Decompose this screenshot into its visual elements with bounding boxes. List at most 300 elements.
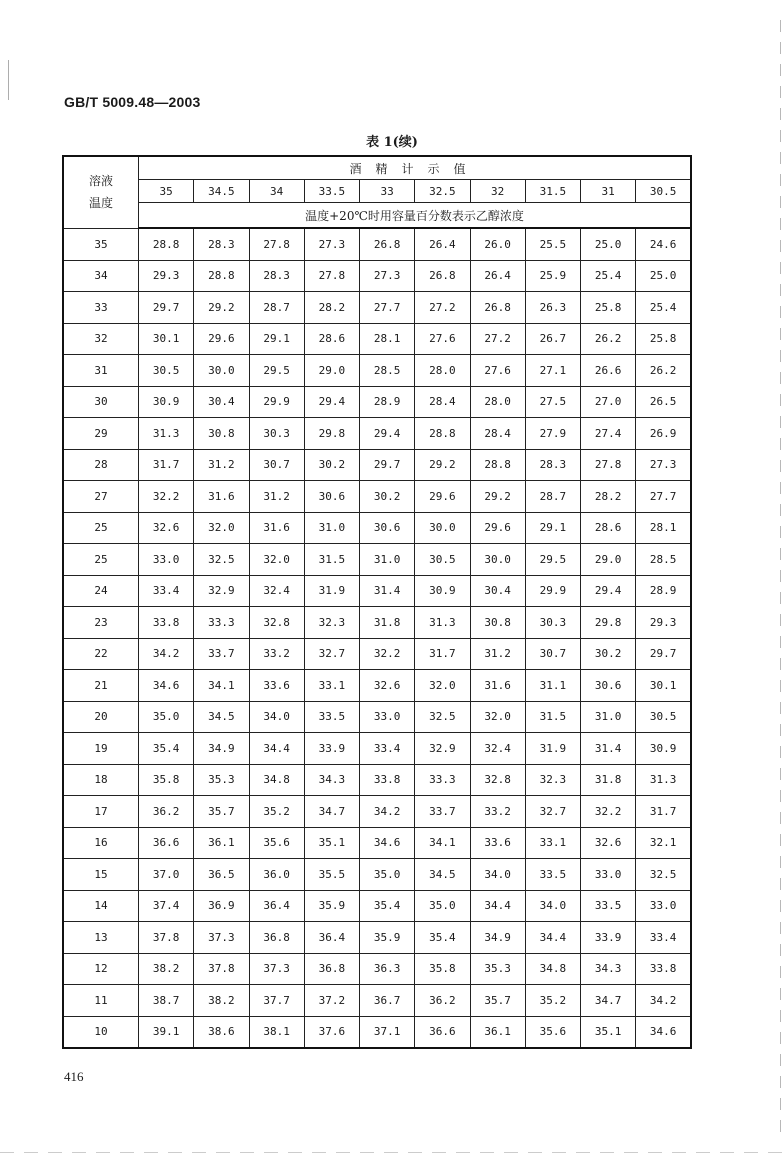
value-cell: 35.3 xyxy=(470,953,525,985)
value-cell: 24.6 xyxy=(636,228,691,260)
value-cell: 32.6 xyxy=(139,512,194,544)
value-cell: 30.2 xyxy=(360,481,415,513)
value-cell: 38.7 xyxy=(139,985,194,1017)
value-cell: 37.8 xyxy=(194,953,249,985)
value-cell: 34.4 xyxy=(525,922,580,954)
value-cell: 26.9 xyxy=(636,418,691,450)
value-cell: 32.3 xyxy=(304,607,359,639)
temperature-cell: 10 xyxy=(63,1016,139,1048)
table-row xyxy=(63,827,691,859)
table-row xyxy=(63,733,691,765)
table-row xyxy=(63,512,691,544)
value-cell: 31.5 xyxy=(525,701,580,733)
value-cell: 26.8 xyxy=(360,228,415,260)
table-row xyxy=(63,544,691,576)
value-cell: 25.4 xyxy=(581,260,636,292)
column-header: 30.5 xyxy=(636,180,691,203)
value-cell: 31.7 xyxy=(139,449,194,481)
temperature-cell: 27 xyxy=(63,481,139,513)
value-cell: 27.0 xyxy=(581,386,636,418)
value-cell: 30.1 xyxy=(636,670,691,702)
value-cell: 36.6 xyxy=(415,1016,470,1048)
value-cell: 27.8 xyxy=(581,449,636,481)
value-cell: 32.8 xyxy=(470,764,525,796)
alcohol-conversion-table xyxy=(62,155,692,1049)
table-row xyxy=(63,449,691,481)
temperature-cell: 35 xyxy=(63,228,139,260)
header-solution-temperature-label: 溶液 温度 xyxy=(88,174,113,211)
value-cell: 37.4 xyxy=(139,890,194,922)
value-cell: 26.8 xyxy=(470,292,525,324)
value-cell: 35.4 xyxy=(139,733,194,765)
value-cell: 35.2 xyxy=(525,985,580,1017)
value-cell: 27.6 xyxy=(470,355,525,387)
temperature-cell: 13 xyxy=(63,922,139,954)
value-cell: 39.1 xyxy=(139,1016,194,1048)
value-cell: 26.2 xyxy=(636,355,691,387)
value-cell: 26.7 xyxy=(525,323,580,355)
column-header: 34 xyxy=(249,180,304,203)
value-cell: 34.2 xyxy=(360,796,415,828)
value-cell: 36.2 xyxy=(415,985,470,1017)
value-cell: 30.8 xyxy=(470,607,525,639)
table-row xyxy=(63,764,691,796)
value-cell: 34.0 xyxy=(525,890,580,922)
value-cell: 26.4 xyxy=(415,228,470,260)
value-cell: 35.2 xyxy=(249,796,304,828)
value-cell: 33.2 xyxy=(470,796,525,828)
value-cell: 34.6 xyxy=(139,670,194,702)
table-row xyxy=(63,670,691,702)
value-cell: 27.1 xyxy=(525,355,580,387)
value-cell: 36.0 xyxy=(249,859,304,891)
value-cell: 32.2 xyxy=(139,481,194,513)
value-cell: 28.9 xyxy=(360,386,415,418)
table-row xyxy=(63,638,691,670)
value-cell: 27.3 xyxy=(304,228,359,260)
value-cell: 33.6 xyxy=(470,827,525,859)
value-cell: 30.6 xyxy=(581,670,636,702)
header-solution-temperature xyxy=(63,156,139,228)
value-cell: 29.6 xyxy=(194,323,249,355)
value-cell: 32.0 xyxy=(470,701,525,733)
table-row xyxy=(63,607,691,639)
value-cell: 34.7 xyxy=(304,796,359,828)
scan-bottom-edge xyxy=(0,1152,784,1153)
column-header: 33.5 xyxy=(304,180,359,203)
value-cell: 32.9 xyxy=(194,575,249,607)
value-cell: 36.6 xyxy=(139,827,194,859)
temperature-cell: 18 xyxy=(63,764,139,796)
value-cell: 35.0 xyxy=(139,701,194,733)
temperature-cell: 11 xyxy=(63,985,139,1017)
temperature-cell: 19 xyxy=(63,733,139,765)
temperature-cell: 17 xyxy=(63,796,139,828)
value-cell: 29.1 xyxy=(249,323,304,355)
value-cell: 33.2 xyxy=(249,638,304,670)
temperature-cell: 22 xyxy=(63,638,139,670)
value-cell: 28.8 xyxy=(194,260,249,292)
value-cell: 36.8 xyxy=(304,953,359,985)
value-cell: 37.2 xyxy=(304,985,359,1017)
table-row xyxy=(63,228,691,260)
value-cell: 29.8 xyxy=(581,607,636,639)
value-cell: 33.5 xyxy=(581,890,636,922)
table-row xyxy=(63,355,691,387)
value-cell: 34.2 xyxy=(139,638,194,670)
value-cell: 29.2 xyxy=(415,449,470,481)
value-cell: 37.1 xyxy=(360,1016,415,1048)
value-cell: 37.0 xyxy=(139,859,194,891)
temperature-cell: 29 xyxy=(63,418,139,450)
value-cell: 34.8 xyxy=(249,764,304,796)
value-cell: 29.2 xyxy=(470,481,525,513)
temperature-cell: 34 xyxy=(63,260,139,292)
value-cell: 29.4 xyxy=(581,575,636,607)
table-row xyxy=(63,796,691,828)
value-cell: 25.9 xyxy=(525,260,580,292)
header-row-group xyxy=(63,156,691,180)
value-cell: 29.7 xyxy=(139,292,194,324)
value-cell: 33.6 xyxy=(249,670,304,702)
value-cell: 26.5 xyxy=(636,386,691,418)
temperature-cell: 28 xyxy=(63,449,139,481)
table-row xyxy=(63,985,691,1017)
document-code: GB/T 5009.48—2003 xyxy=(64,94,201,110)
value-cell: 34.0 xyxy=(249,701,304,733)
value-cell: 31.4 xyxy=(581,733,636,765)
value-cell: 35.1 xyxy=(581,1016,636,1048)
value-cell: 32.0 xyxy=(415,670,470,702)
value-cell: 28.2 xyxy=(581,481,636,513)
value-cell: 27.9 xyxy=(525,418,580,450)
value-cell: 32.4 xyxy=(249,575,304,607)
value-cell: 34.9 xyxy=(194,733,249,765)
value-cell: 32.5 xyxy=(194,544,249,576)
value-cell: 28.4 xyxy=(415,386,470,418)
value-cell: 34.1 xyxy=(415,827,470,859)
column-header: 32 xyxy=(470,180,525,203)
table-row xyxy=(63,953,691,985)
value-cell: 28.8 xyxy=(415,418,470,450)
value-cell: 32.9 xyxy=(415,733,470,765)
value-cell: 31.8 xyxy=(581,764,636,796)
table-row xyxy=(63,418,691,450)
value-cell: 33.0 xyxy=(360,701,415,733)
value-cell: 37.3 xyxy=(249,953,304,985)
temperature-cell: 20 xyxy=(63,701,139,733)
value-cell: 32.8 xyxy=(249,607,304,639)
value-cell: 32.1 xyxy=(636,827,691,859)
value-cell: 28.8 xyxy=(139,228,194,260)
value-cell: 27.4 xyxy=(581,418,636,450)
value-cell: 29.9 xyxy=(525,575,580,607)
value-cell: 35.1 xyxy=(304,827,359,859)
value-cell: 28.4 xyxy=(470,418,525,450)
column-header: 35 xyxy=(139,180,194,203)
value-cell: 27.3 xyxy=(360,260,415,292)
value-cell: 34.4 xyxy=(470,890,525,922)
scan-right-edge xyxy=(780,20,781,1140)
value-cell: 38.1 xyxy=(249,1016,304,1048)
value-cell: 29.7 xyxy=(636,638,691,670)
value-cell: 31.2 xyxy=(194,449,249,481)
value-cell: 35.5 xyxy=(304,859,359,891)
column-header: 31 xyxy=(581,180,636,203)
value-cell: 29.6 xyxy=(415,481,470,513)
value-cell: 36.8 xyxy=(249,922,304,954)
value-cell: 27.2 xyxy=(415,292,470,324)
value-cell: 27.2 xyxy=(470,323,525,355)
value-cell: 26.2 xyxy=(581,323,636,355)
value-cell: 28.0 xyxy=(415,355,470,387)
value-cell: 31.1 xyxy=(525,670,580,702)
value-cell: 34.7 xyxy=(581,985,636,1017)
header-hydrometer-reading: 酒精计示值 xyxy=(139,156,692,180)
value-cell: 25.0 xyxy=(636,260,691,292)
value-cell: 29.1 xyxy=(525,512,580,544)
value-cell: 32.5 xyxy=(636,859,691,891)
value-cell: 28.8 xyxy=(470,449,525,481)
value-cell: 29.6 xyxy=(470,512,525,544)
value-cell: 33.8 xyxy=(139,607,194,639)
value-cell: 36.7 xyxy=(360,985,415,1017)
value-cell: 34.5 xyxy=(415,859,470,891)
value-cell: 34.6 xyxy=(360,827,415,859)
value-cell: 35.8 xyxy=(415,953,470,985)
header-row-description xyxy=(63,203,691,229)
value-cell: 32.2 xyxy=(581,796,636,828)
column-header: 33 xyxy=(360,180,415,203)
value-cell: 31.8 xyxy=(360,607,415,639)
value-cell: 34.3 xyxy=(304,764,359,796)
value-cell: 33.4 xyxy=(360,733,415,765)
value-cell: 28.5 xyxy=(360,355,415,387)
value-cell: 34.2 xyxy=(636,985,691,1017)
value-cell: 25.8 xyxy=(636,323,691,355)
table-row xyxy=(63,292,691,324)
value-cell: 33.1 xyxy=(525,827,580,859)
value-cell: 31.7 xyxy=(415,638,470,670)
value-cell: 33.0 xyxy=(636,890,691,922)
value-cell: 27.8 xyxy=(304,260,359,292)
value-cell: 31.0 xyxy=(304,512,359,544)
value-cell: 38.2 xyxy=(194,985,249,1017)
value-cell: 34.6 xyxy=(636,1016,691,1048)
value-cell: 30.5 xyxy=(139,355,194,387)
value-cell: 31.3 xyxy=(139,418,194,450)
value-cell: 30.4 xyxy=(470,575,525,607)
value-cell: 33.4 xyxy=(139,575,194,607)
value-cell: 32.0 xyxy=(249,544,304,576)
value-cell: 27.3 xyxy=(636,449,691,481)
value-cell: 32.4 xyxy=(470,733,525,765)
value-cell: 30.5 xyxy=(636,701,691,733)
temperature-cell: 14 xyxy=(63,890,139,922)
value-cell: 29.0 xyxy=(304,355,359,387)
value-cell: 36.4 xyxy=(304,922,359,954)
value-cell: 31.5 xyxy=(304,544,359,576)
value-cell: 28.0 xyxy=(470,386,525,418)
value-cell: 31.2 xyxy=(470,638,525,670)
value-cell: 35.9 xyxy=(304,890,359,922)
table-body xyxy=(63,228,691,1048)
value-cell: 29.7 xyxy=(360,449,415,481)
value-cell: 28.5 xyxy=(636,544,691,576)
value-cell: 37.7 xyxy=(249,985,304,1017)
value-cell: 30.3 xyxy=(249,418,304,450)
table-row xyxy=(63,481,691,513)
value-cell: 27.7 xyxy=(360,292,415,324)
value-cell: 29.4 xyxy=(304,386,359,418)
column-header: 32.5 xyxy=(415,180,470,203)
value-cell: 28.2 xyxy=(304,292,359,324)
value-cell: 33.3 xyxy=(194,607,249,639)
value-cell: 32.6 xyxy=(360,670,415,702)
header-row-columns xyxy=(63,180,691,203)
value-cell: 31.3 xyxy=(636,764,691,796)
value-cell: 35.7 xyxy=(470,985,525,1017)
value-cell: 34.1 xyxy=(194,670,249,702)
value-cell: 29.8 xyxy=(304,418,359,450)
value-cell: 28.1 xyxy=(636,512,691,544)
page-number: 416 xyxy=(64,1069,84,1084)
table-row xyxy=(63,859,691,891)
table-row xyxy=(63,701,691,733)
temperature-cell: 25 xyxy=(63,544,139,576)
table-row xyxy=(63,1016,691,1048)
value-cell: 28.6 xyxy=(304,323,359,355)
temperature-cell: 12 xyxy=(63,953,139,985)
value-cell: 33.9 xyxy=(304,733,359,765)
value-cell: 25.4 xyxy=(636,292,691,324)
value-cell: 28.3 xyxy=(194,228,249,260)
value-cell: 25.0 xyxy=(581,228,636,260)
value-cell: 28.3 xyxy=(249,260,304,292)
temperature-cell: 15 xyxy=(63,859,139,891)
temperature-cell: 32 xyxy=(63,323,139,355)
value-cell: 31.6 xyxy=(470,670,525,702)
value-cell: 29.5 xyxy=(249,355,304,387)
value-cell: 30.6 xyxy=(304,481,359,513)
scan-left-mark xyxy=(8,60,9,100)
value-cell: 30.7 xyxy=(525,638,580,670)
table-caption: 表 1(续) xyxy=(366,135,418,150)
value-cell: 33.0 xyxy=(139,544,194,576)
temperature-cell: 24 xyxy=(63,575,139,607)
value-cell: 30.5 xyxy=(415,544,470,576)
value-cell: 26.0 xyxy=(470,228,525,260)
column-header: 31.5 xyxy=(525,180,580,203)
value-cell: 33.7 xyxy=(194,638,249,670)
value-cell: 36.4 xyxy=(249,890,304,922)
value-cell: 35.0 xyxy=(415,890,470,922)
temperature-cell: 16 xyxy=(63,827,139,859)
value-cell: 30.4 xyxy=(194,386,249,418)
value-cell: 29.3 xyxy=(139,260,194,292)
value-cell: 32.0 xyxy=(194,512,249,544)
value-cell: 28.9 xyxy=(636,575,691,607)
temperature-cell: 21 xyxy=(63,670,139,702)
value-cell: 31.0 xyxy=(581,701,636,733)
value-cell: 32.7 xyxy=(304,638,359,670)
table-row xyxy=(63,890,691,922)
value-cell: 31.6 xyxy=(249,512,304,544)
value-cell: 35.3 xyxy=(194,764,249,796)
value-cell: 35.4 xyxy=(360,890,415,922)
value-cell: 31.0 xyxy=(360,544,415,576)
value-cell: 32.6 xyxy=(581,827,636,859)
table-row xyxy=(63,922,691,954)
value-cell: 26.6 xyxy=(581,355,636,387)
value-cell: 34.9 xyxy=(470,922,525,954)
value-cell: 33.1 xyxy=(304,670,359,702)
value-cell: 30.8 xyxy=(194,418,249,450)
value-cell: 26.8 xyxy=(415,260,470,292)
value-cell: 33.0 xyxy=(581,859,636,891)
value-cell: 35.6 xyxy=(249,827,304,859)
value-cell: 35.0 xyxy=(360,859,415,891)
value-cell: 29.5 xyxy=(525,544,580,576)
value-cell: 36.5 xyxy=(194,859,249,891)
value-cell: 34.4 xyxy=(249,733,304,765)
table-header xyxy=(63,156,691,228)
value-cell: 30.7 xyxy=(249,449,304,481)
value-cell: 30.1 xyxy=(139,323,194,355)
value-cell: 31.4 xyxy=(360,575,415,607)
value-cell: 31.7 xyxy=(636,796,691,828)
value-cell: 33.5 xyxy=(525,859,580,891)
temperature-cell: 31 xyxy=(63,355,139,387)
value-cell: 29.9 xyxy=(249,386,304,418)
temperature-cell: 23 xyxy=(63,607,139,639)
value-cell: 32.2 xyxy=(360,638,415,670)
value-cell: 34.3 xyxy=(581,953,636,985)
value-cell: 36.1 xyxy=(194,827,249,859)
value-cell: 30.2 xyxy=(304,449,359,481)
value-cell: 33.5 xyxy=(304,701,359,733)
value-cell: 36.9 xyxy=(194,890,249,922)
value-cell: 30.0 xyxy=(194,355,249,387)
value-cell: 33.4 xyxy=(636,922,691,954)
value-cell: 30.3 xyxy=(525,607,580,639)
value-cell: 29.3 xyxy=(636,607,691,639)
value-cell: 36.3 xyxy=(360,953,415,985)
value-cell: 31.2 xyxy=(249,481,304,513)
value-cell: 25.5 xyxy=(525,228,580,260)
value-cell: 37.3 xyxy=(194,922,249,954)
value-cell: 37.8 xyxy=(139,922,194,954)
value-cell: 32.3 xyxy=(525,764,580,796)
value-cell: 35.7 xyxy=(194,796,249,828)
value-cell: 26.3 xyxy=(525,292,580,324)
value-cell: 30.9 xyxy=(139,386,194,418)
value-cell: 29.2 xyxy=(194,292,249,324)
temperature-cell: 25 xyxy=(63,512,139,544)
value-cell: 36.1 xyxy=(470,1016,525,1048)
value-cell: 30.9 xyxy=(636,733,691,765)
table-row xyxy=(63,575,691,607)
value-cell: 34.0 xyxy=(470,859,525,891)
value-cell: 31.6 xyxy=(194,481,249,513)
value-cell: 38.2 xyxy=(139,953,194,985)
value-cell: 32.5 xyxy=(415,701,470,733)
value-cell: 30.6 xyxy=(360,512,415,544)
value-cell: 28.1 xyxy=(360,323,415,355)
value-cell: 31.9 xyxy=(525,733,580,765)
table-row xyxy=(63,260,691,292)
value-cell: 33.8 xyxy=(360,764,415,796)
